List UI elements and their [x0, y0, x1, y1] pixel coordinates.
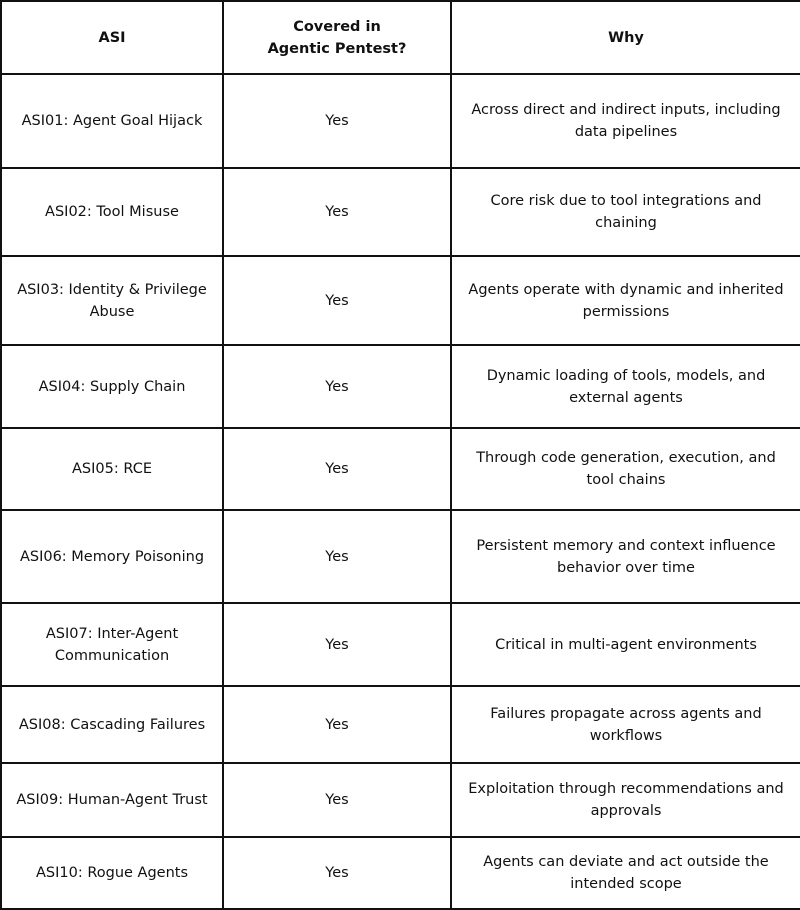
- cell-asi: ASI05: RCE: [1, 428, 223, 510]
- cell-why: Through code generation, execution, and tool chains: [451, 428, 800, 510]
- header-row: [1, 1, 800, 74]
- cell-covered: Yes: [223, 603, 451, 686]
- cell-why: Failures propagate across agents and workflows: [451, 686, 800, 763]
- table-row: [1, 686, 800, 763]
- cell-why: Across direct and indirect inputs, including data pipelines: [451, 74, 800, 168]
- header-asi: ASI: [1, 1, 223, 74]
- table-row: [1, 345, 800, 428]
- table-row: [1, 428, 800, 510]
- table-row: [1, 168, 800, 256]
- cell-covered: Yes: [223, 686, 451, 763]
- cell-covered: Yes: [223, 74, 451, 168]
- table-row: [1, 763, 800, 837]
- cell-asi: ASI01: Agent Goal Hijack: [1, 74, 223, 168]
- cell-asi: ASI09: Human-Agent Trust: [1, 763, 223, 837]
- cell-asi: ASI04: Supply Chain: [1, 345, 223, 428]
- cell-covered: Yes: [223, 510, 451, 603]
- cell-covered: Yes: [223, 428, 451, 510]
- header-covered-line2: Agentic Pentest?: [267, 40, 407, 57]
- cell-asi: ASI10: Rogue Agents: [1, 837, 223, 909]
- table-row: [1, 603, 800, 686]
- header-covered: [223, 1, 451, 74]
- cell-covered: Yes: [223, 168, 451, 256]
- cell-why: Agents can deviate and act outside the intended scope: [451, 837, 800, 909]
- cell-why: Dynamic loading of tools, models, and external agents: [451, 345, 800, 428]
- cell-why: Persistent memory and context influence behavior over time: [451, 510, 800, 603]
- cell-covered: Yes: [223, 763, 451, 837]
- cell-why: Core risk due to tool integrations and chaining: [451, 168, 800, 256]
- header-covered-line1: Covered in: [293, 18, 381, 35]
- cell-asi: ASI06: Memory Poisoning: [1, 510, 223, 603]
- header-why: Why: [451, 1, 800, 74]
- cell-asi: ASI07: Inter-Agent Communication: [1, 603, 223, 686]
- table-row: [1, 837, 800, 909]
- cell-asi: ASI02: Tool Misuse: [1, 168, 223, 256]
- table-row: [1, 256, 800, 345]
- cell-why: Exploitation through recommendations and approvals: [451, 763, 800, 837]
- cell-asi: ASI03: Identity & Privilege Abuse: [1, 256, 223, 345]
- cell-asi: ASI08: Cascading Failures: [1, 686, 223, 763]
- cell-why: Critical in multi-agent environments: [451, 603, 800, 686]
- table-row: [1, 510, 800, 603]
- cell-covered: Yes: [223, 345, 451, 428]
- cell-covered: Yes: [223, 256, 451, 345]
- cell-covered: Yes: [223, 837, 451, 909]
- table-row: [1, 74, 800, 168]
- cell-why: Agents operate with dynamic and inherited permissions: [451, 256, 800, 345]
